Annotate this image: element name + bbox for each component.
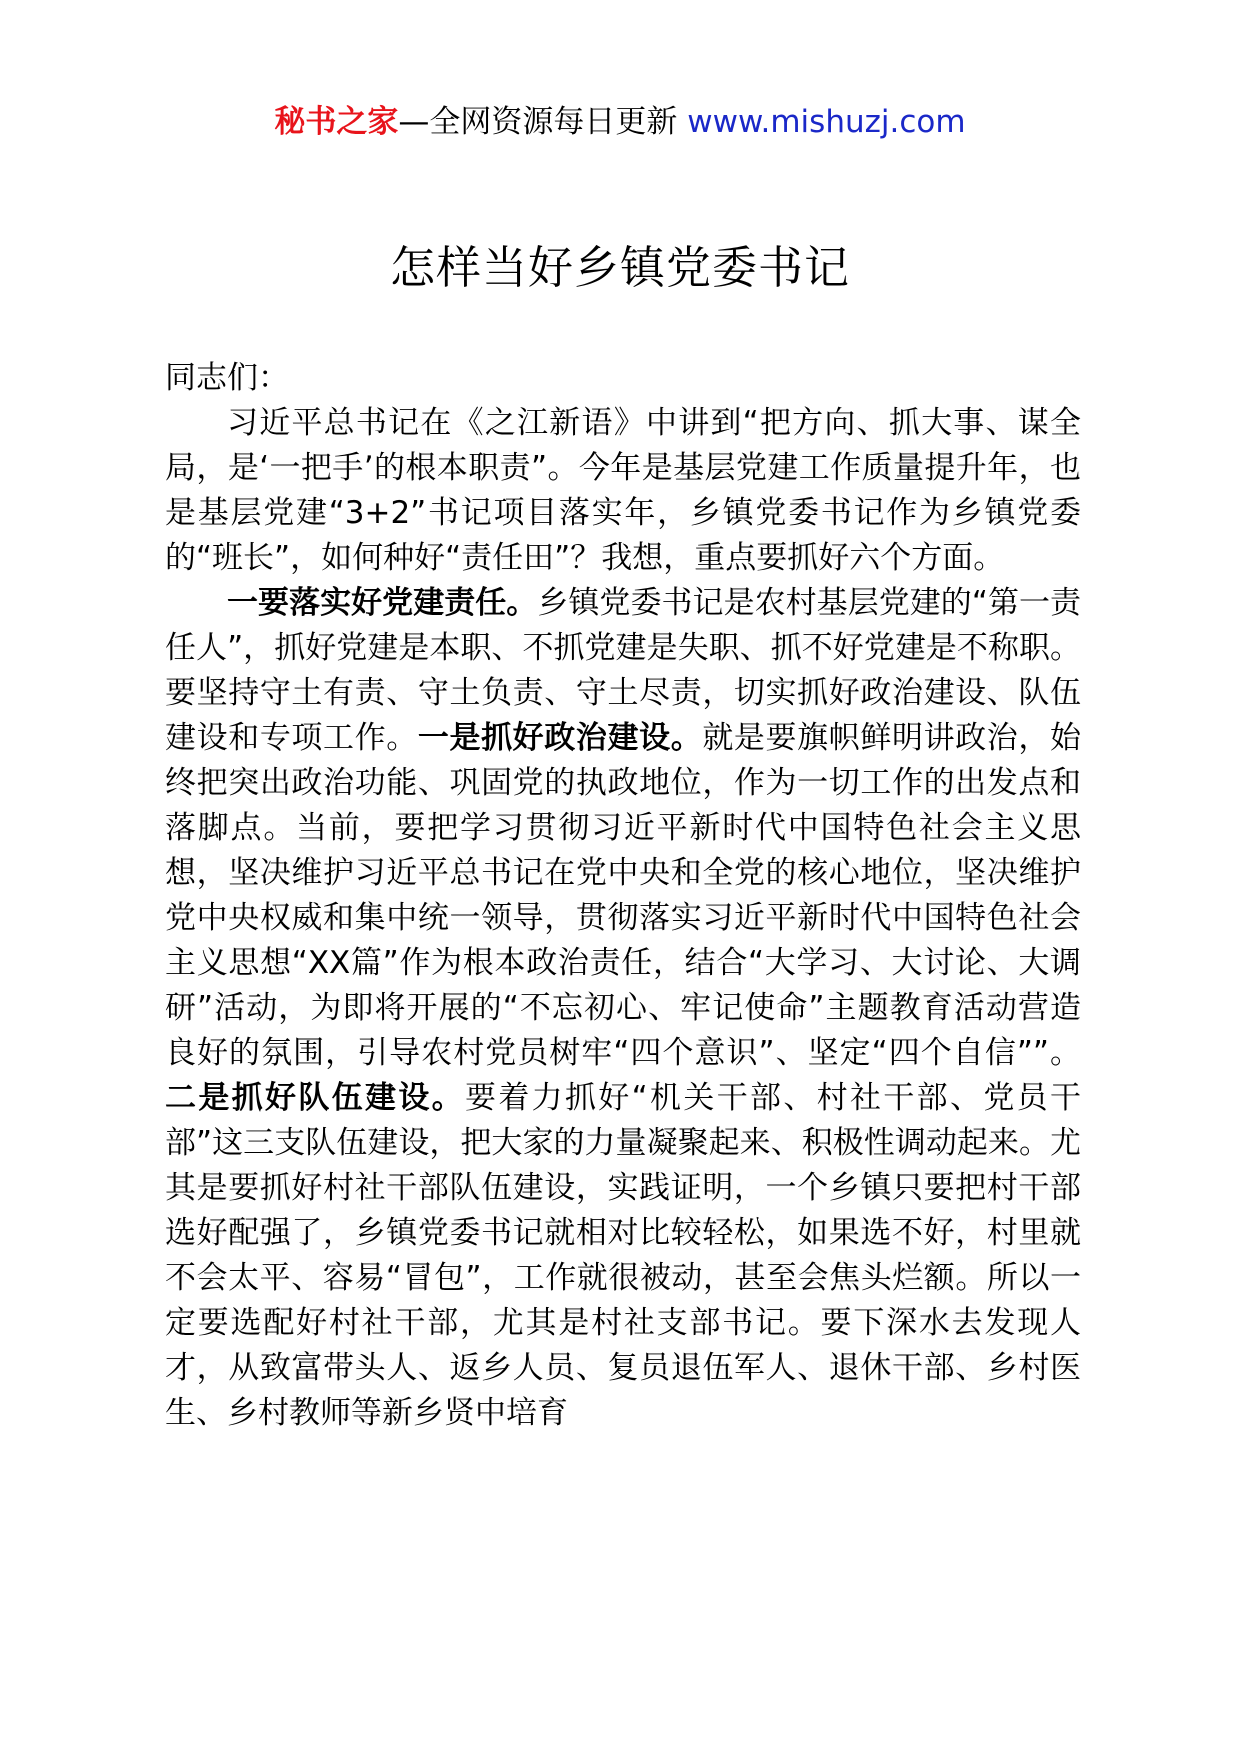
section-paragraph-party-building: [165, 581, 1081, 1436]
subsection-heading-political: 一是抓好政治建设。: [417, 720, 703, 756]
site-brand: 秘书之家: [274, 104, 399, 140]
site-tagline: —全网资源每日更新: [398, 104, 678, 140]
section-heading: 一要落实好党建责任。: [227, 585, 538, 621]
section-text: 乡镇党委书记是农村基层党建的“第一责任人”，抓好党建是本职、不抓党建是失职、抓不好党建是不称职。要坚持守土有责、守土负责、守土尽责，切实抓好政治建设、队伍建设和专项工作。: [165, 585, 1082, 756]
site-header: [0, 100, 1240, 144]
subsection-text-team: 要着力抓好“机关干部、村社干部、党员干部”这三支队伍建设，把大家的力量凝聚起来、积极性调动起来。尤其是要抓好村社干部队伍建设，实践证明，一个乡镇只要把村干部选好配强了，乡镇党委书记就相对比较轻松，如果选不好，村里就不会太平、容易“冒包”，工作就很被动，甚至会焦头烂额。所以一定要选配好村社干部，尤其是村社支部书记。要下深水去发现人才，从致富带头人、返乡人员、复员退伍军人、退休干部、乡村医生、乡村教师等新乡贤中培育: [165, 1080, 1082, 1431]
salutation: 同志们：: [165, 360, 289, 396]
intro-paragraph: 习近平总书记在《之江新语》中讲到“把方向、抓大事、谋全局，是‘一把手’的根本职责”。今年是基层党建工作质量提升年，也是基层党建“3+2”书记项目落实年，乡镇党委书记作为乡镇党委的“班长”，如何种好“责任田”？我想，重点要抓好六个方面。: [165, 405, 1081, 576]
document-body: [165, 356, 1081, 1436]
subsection-heading-team: 二是抓好队伍建设。: [165, 1080, 465, 1116]
site-url-link[interactable]: www.mishuzj.com: [687, 104, 966, 140]
document-title: 怎样当好乡镇党委书记: [389, 241, 850, 294]
subsection-text-political: 就是要旗帜鲜明讲政治，始终把突出政治功能、巩固党的执政地位，作为一切工作的出发点和落脚点。当前，要把学习贯彻习近平新时代中国特色社会主义思想，坚决维护习近平总书记在党中央和全党的核心地位，坚决维护党中央权威和集中统一领导，贯彻落实习近平新时代中国特色社会主义思想“XX篇”作为根本政治责任，结合“大学习、大讨论、大调研”活动，为即将开展的“不忘初心、牢记使命”主题教育活动营造良好的氛围，引导农村党员树牢“四个意识”、坚定“四个自信””。: [165, 720, 1082, 1071]
